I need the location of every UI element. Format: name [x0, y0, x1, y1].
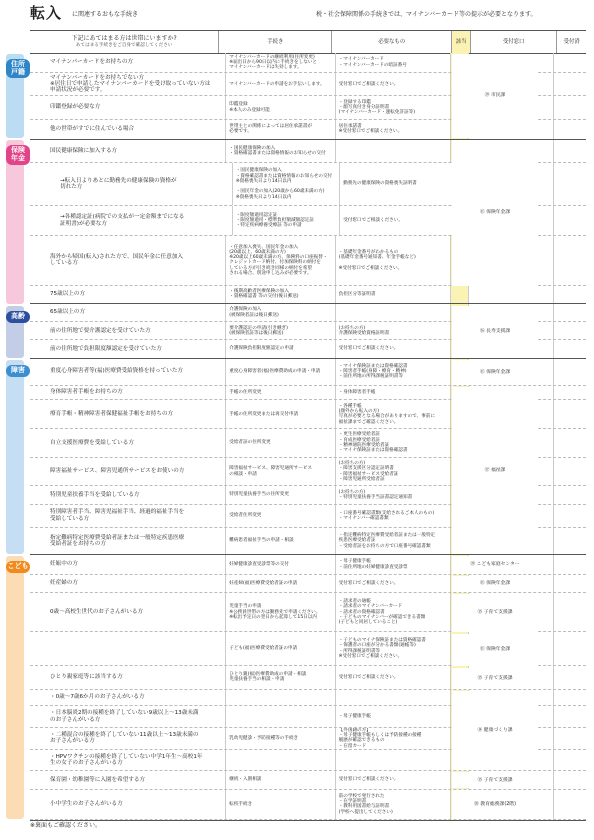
done-cell[interactable]: [554, 163, 586, 204]
office-label: ⑮ 子育て支援課: [452, 594, 538, 632]
question-cell: ・日本脳炎2期の接種を終了していない9歳以上～13歳未満 のお子さんがいる方: [30, 706, 226, 727]
required-cell: 受付窓口でご相談ください。: [340, 206, 454, 235]
required-cell: ・マイナンバーカード ・マイナンバーカードの暗証番号: [336, 53, 452, 72]
procedure-cell: [226, 750, 335, 771]
required-cell: ・母子健康手帳: [336, 706, 452, 727]
question-cell: 前の住所地で要介護認定を受けていた方: [30, 322, 226, 339]
category-bar: [6, 140, 24, 304]
question-cell: 印鑑登録が必要な方: [30, 96, 226, 118]
required-cell: ・子どものマイナ保険証または資格確認書 ・保護者の口座が分かる書類(通帳等) ・所得課税証明書等 ※受付窓口でご相談ください。: [336, 632, 452, 665]
procedure-cell: ・国民健康保険の加入 ・資格確認書または資格情報のお知らせの交付 ※資格喪失日より14日以内 ・国民年金の加入(20歳から60歳未満の方) ※資格喪失日より14日以内: [233, 163, 340, 204]
done-cell[interactable]: [554, 236, 586, 284]
required-cell: ・マイナ保険証または資格確認書 ・障害者手帳(身障・療育・精神) ・前住所地の所得課税証明書等: [336, 359, 452, 385]
required-cell: 負担区分等証明書: [336, 286, 452, 303]
procedure-cell: 特別児童扶養手当の住所変更: [226, 486, 335, 503]
question-cell: 海外から帰国(転入)された方で、国民年金に任意加入 している方: [30, 236, 226, 284]
procedure-cell: ・後期高齢者医療保険の加入 ・資格確認書 等の交付(後日郵送): [226, 286, 335, 303]
done-cell[interactable]: [554, 304, 586, 321]
category-label: 保険 年金: [6, 145, 30, 164]
header-note: 税・社会保障関係の手続きでは、マイナンバーカード等の提示が必要となります。: [316, 11, 537, 18]
category-label: 住所 戸籍: [6, 59, 30, 78]
procedure-cell: 要介護認定の申請(引き継ぎ) (被保険者証等は後日郵送): [226, 322, 335, 339]
header-question: [30, 31, 219, 53]
header-done: 受付済: [563, 38, 580, 45]
office-label: ⑪ 保険年金課: [452, 140, 538, 286]
question-cell: 75歳以上の方: [30, 286, 226, 303]
question-cell: 65歳以上の方: [30, 304, 226, 321]
office-label: ⑯ 長寿支援課: [452, 306, 538, 358]
category-label: 高齢: [6, 311, 30, 323]
done-cell[interactable]: [554, 790, 586, 819]
done-cell[interactable]: [554, 593, 586, 631]
category-bar: [6, 556, 24, 819]
procedure-cell: 手帳の住所変更: [226, 386, 335, 400]
done-cell[interactable]: [554, 53, 586, 72]
question-cell: 療育手帳・精神障害者保健福祉手帳をお持ちの方: [30, 400, 226, 428]
header-check: 該当: [452, 31, 471, 53]
footer-note: ※裏面もご確認ください。: [30, 822, 102, 829]
procedure-cell: 介護保険の加入 (被保険者証は後日郵送): [226, 304, 335, 321]
required-cell: ・母子健康手帳 ・前住所地の妊婦健康診査受診票: [336, 555, 452, 574]
office-label: ⑮ 子育て支援課: [452, 772, 538, 788]
done-cell[interactable]: [554, 429, 586, 457]
header-procedure: 手続き: [219, 31, 332, 53]
office-cell: [469, 286, 554, 303]
required-cell: (お持ちの方) ・障害支援区分認定証明書 ・障害福祉サービス受給者証 ・障害児通所受給者証: [336, 458, 452, 486]
done-cell[interactable]: [554, 286, 586, 303]
office-label: ⑪ 保険年金課: [452, 634, 538, 666]
done-cell[interactable]: [554, 728, 586, 749]
procedure-cell: 受給者証の住所変更: [226, 429, 335, 457]
required-cell: 受付窓口でご相談ください。: [336, 666, 452, 688]
required-cell: ・各種手帳 (顔外から転入の方) 写真が必要となる場合がありますので、事前に 福祉課までご確認ください。: [336, 400, 452, 428]
table-row: [30, 286, 586, 304]
procedure-cell: 障害福祉サービス、障害児通所サービス の相談・申請: [226, 458, 335, 486]
procedure-cell: [226, 706, 335, 727]
required-cell: ・登録する印鑑 ・顔写真付き身分証明書 (マイナンバーカード・運転免許証等): [336, 96, 452, 118]
required-cell: ・身体障害者手帳: [336, 386, 452, 400]
required-cell: 受付窓口でご相談ください。: [336, 771, 452, 788]
done-cell[interactable]: [554, 750, 586, 771]
question-cell: 妊産婦の方: [30, 575, 226, 592]
question-cell: 自立支援医療費を受給している方: [30, 429, 226, 457]
procedure-cell: 難病患者福祉手当の申請・相談: [226, 528, 335, 554]
done-cell[interactable]: [554, 458, 586, 486]
required-cell: 前の学校で発行された ・在学証明書 ・教科用図書給与証明書 (学校へ提出してください): [336, 790, 452, 819]
done-cell[interactable]: [554, 575, 586, 592]
required-cell: [336, 750, 452, 771]
question-cell: 重度心身障害者等(福)医療費受給資格を持っていた方: [30, 359, 226, 385]
question-cell: 保育園・幼稚園等に入園を希望する方: [30, 771, 226, 788]
done-cell[interactable]: [554, 486, 586, 503]
question-cell: 特別障害者手当、障害児福祉手当、経過的福祉手当を 受給している方: [30, 505, 226, 527]
done-cell[interactable]: [554, 690, 586, 706]
header-question-label: 下記にあてはまる方は世帯にいますか?: [71, 34, 177, 42]
question-cell: [30, 632, 226, 665]
required-cell: 受付窓口でご相談ください。: [336, 575, 452, 592]
procedure-cell: ・国民健康保険の加入 ・資格確認書または資格情報のお知らせの交付: [226, 140, 335, 162]
done-cell[interactable]: [554, 632, 586, 665]
procedure-cell: 世帯主との関係によっては居住承諾書が 必要です。: [226, 120, 335, 139]
required-cell: [336, 304, 452, 321]
office-label: ⑭ 健康づくり課: [452, 691, 538, 770]
category-label: こども: [6, 561, 30, 573]
procedure-cell: ・限度額適用認定証 ・限度額適用・標準負担額減額認定証 ・特定疾病療養受療証 等の申請: [233, 206, 340, 235]
done-cell[interactable]: [554, 120, 586, 139]
procedure-cell: 介護保険負担限度額認定の申請: [226, 340, 335, 357]
office-label: ⑳ 教育総務課(2階): [452, 790, 538, 819]
done-cell[interactable]: [554, 340, 586, 357]
required-cell: 受付窓口でご相談ください。: [336, 73, 452, 95]
question-cell: ・HPVワクチンの接種を終了していない中学1年生～高校1年 生の女子のお子さんがいる方: [30, 750, 226, 771]
question-cell: ・0歳～7歳6か月のお子さんがいる方: [30, 690, 226, 706]
office-label: ⑲ こども家庭センター: [452, 556, 538, 574]
question-cell: 0歳～高校生世代のお子さんがいる方: [30, 593, 226, 631]
procedure-cell: 妊産婦(福)医療費受給者証の申請: [226, 575, 335, 592]
question-cell: →転入日よりあとに勤務先の健康保険の資格が 切れた方: [30, 163, 233, 204]
question-cell: 小中学生のお子さんがいる方: [30, 790, 226, 819]
question-cell: ・二種混合の接種を終了していない11歳以上～13歳未満の お子さんがいる方: [30, 728, 226, 749]
procedure-cell: 妊婦健康診査受診票等の交付: [226, 555, 335, 574]
procedure-cell: ・任意加入喪失、国民年金の加入 (20歳以上、60歳未満の方) ※20歳以上60歳未満の方、保険料の口座振替・ クレジットカード納付、付加保険料の納付を している方が引き続き同様の納付を希望 される場合、別途申し込みが必要です。: [226, 236, 335, 284]
office-label: ⑲ 市民課: [452, 54, 538, 138]
procedure-cell: マイナンバーカードの継続利用(住所変更) ※届出日から90日以内に手続きをしないと マイナンバーカードは失効します。: [226, 53, 335, 72]
page-title: 転入: [30, 4, 63, 22]
required-cell: 受付窓口でご相談ください。: [336, 340, 452, 357]
done-cell[interactable]: [554, 96, 586, 118]
question-cell: マイナンバーカードをお持ちでない方 ※居住日で申請したマイナンバーカードを受け取っていない方は 申請状況が必要です。: [30, 73, 226, 95]
office-label: ⑪ 保険年金課: [452, 360, 538, 385]
office-label: ⑪ 保険年金課: [452, 576, 538, 592]
procedure-cell: [226, 690, 335, 706]
office-label: ⑮ 子育て支援課: [452, 668, 538, 689]
question-cell: →各種認定証(病院での支払が一定金額までになる 証明書)が必要な方: [30, 206, 233, 235]
required-cell: ・指定難病特定医療費受給者証または一般特定 疾患医療受給者証 ・受給者証をお持ちの方で口座番号確認書類: [336, 528, 452, 554]
procedure-cell: 児童手当の申請 ※公務員世帯の方は勤務先で申請ください。 ※転出予定日の翌日から起算して15日以内: [226, 593, 335, 631]
required-cell: 勤務先の健康保険の資格喪失証明書: [340, 163, 454, 204]
header-question-sub: あてはまる手続きをご自身で確認してください: [75, 42, 173, 48]
category-bar: [6, 360, 24, 554]
procedure-cell: 継続・入園相談: [226, 771, 335, 788]
required-cell: ・口座番号確認書類(支給されるご本人のもの) ・マイナンバー確認書類: [336, 505, 452, 527]
check-cell[interactable]: [451, 286, 468, 303]
procedure-cell: 乳幼児健診・予防接種等の手続き: [226, 728, 335, 749]
office-label: ⑰ 福祉課: [452, 387, 538, 554]
table-header: [30, 30, 586, 54]
done-cell[interactable]: [554, 528, 586, 554]
question-cell: 特別児童扶養手当を受給している方: [30, 486, 226, 503]
done-cell[interactable]: [554, 555, 586, 574]
question-cell: 指定難病特定医療費受給者証または一般特定疾患医療 受給者証をお持ちの方: [30, 528, 226, 554]
question-cell: 前の住所地で負担限度額認定を受けていた方: [30, 340, 226, 357]
page-subtitle: に関連するおもな手続き: [72, 11, 139, 18]
category-bars: [6, 53, 30, 820]
header-required: 必要なもの: [332, 31, 452, 53]
required-cell: 居住承諾書 ※受付窓口でご相談ください。: [336, 120, 452, 139]
done-cell[interactable]: [554, 73, 586, 95]
done-cell[interactable]: [554, 505, 586, 527]
done-cell[interactable]: [554, 359, 586, 385]
required-cell: ・更生医療受給者証 ・育成医療受給者証 ・精神通院医療受給者証 ・マイナ保険証または資格確認書: [336, 429, 452, 457]
required-cell: 【外国籍の方】 ・母子健康手帳もしくは予防接種の接種 履歴が確認できるもの ・在留カード: [336, 728, 452, 749]
done-cell[interactable]: [554, 322, 586, 339]
procedure-cell: 子ども(福)医療費受給者証の申請: [226, 632, 335, 665]
required-cell: [336, 690, 452, 706]
question-cell: ひとり親家庭等に該当する方: [30, 666, 226, 688]
procedure-cell: ひとり親(福)医療費助成の申請・相談 児童扶養手当の相談・申請: [226, 666, 335, 688]
procedure-cell: 受給者住所変更: [226, 505, 335, 527]
done-cell[interactable]: [554, 140, 586, 162]
procedure-cell: 重度心身障害者(福)医療費助成の申請・申請: [226, 359, 335, 385]
done-cell[interactable]: [554, 706, 586, 727]
question-cell: 他の世帯がすでに住んでいる場合: [30, 120, 226, 139]
question-cell: マイナンバーカードをお持ちの方: [30, 53, 226, 72]
done-cell[interactable]: [554, 386, 586, 400]
required-cell: [336, 140, 452, 162]
question-cell: 身体障害者手帳をお持ちの方: [30, 386, 226, 400]
header-office: 受付窓口: [471, 31, 557, 53]
question-cell: 障害福祉サービス、障害児通所サービスをお使いの方: [30, 458, 226, 486]
done-cell[interactable]: [554, 206, 586, 235]
question-cell: 国民健康保険に加入する方: [30, 140, 226, 162]
procedure-cell: マイナンバーカードの申請をお手伝いします。: [226, 73, 335, 95]
category-label: 障害: [6, 365, 30, 377]
procedure-cell: 手帳の住所変更または再交付申請: [226, 400, 335, 428]
required-cell: ・基礎年金番号がわかるもの (基礎年金番号通知書、年金手帳など) ※受付窓口でご相談ください。: [336, 236, 452, 284]
done-cell[interactable]: [554, 400, 586, 428]
required-cell: (お持ちの方) ・特別児童扶養手当証書認定通知書: [336, 486, 452, 503]
done-cell[interactable]: [554, 771, 586, 788]
procedure-cell: 転校手続き: [226, 790, 335, 819]
done-cell[interactable]: [554, 666, 586, 688]
procedure-cell: 印鑑登録 ※本人のみ登録可能: [226, 96, 335, 118]
required-cell: (お持ちの方) 介護保険受給資格証明書: [336, 322, 452, 339]
question-cell: 妊娠中の方: [30, 555, 226, 574]
required-cell: ・請求者の通帳 ・請求者のマイナンバーカード ・請求者の資格確認書 ・子どものマイナンバーが確認できる書類 (子どもと同居していること): [336, 593, 452, 631]
